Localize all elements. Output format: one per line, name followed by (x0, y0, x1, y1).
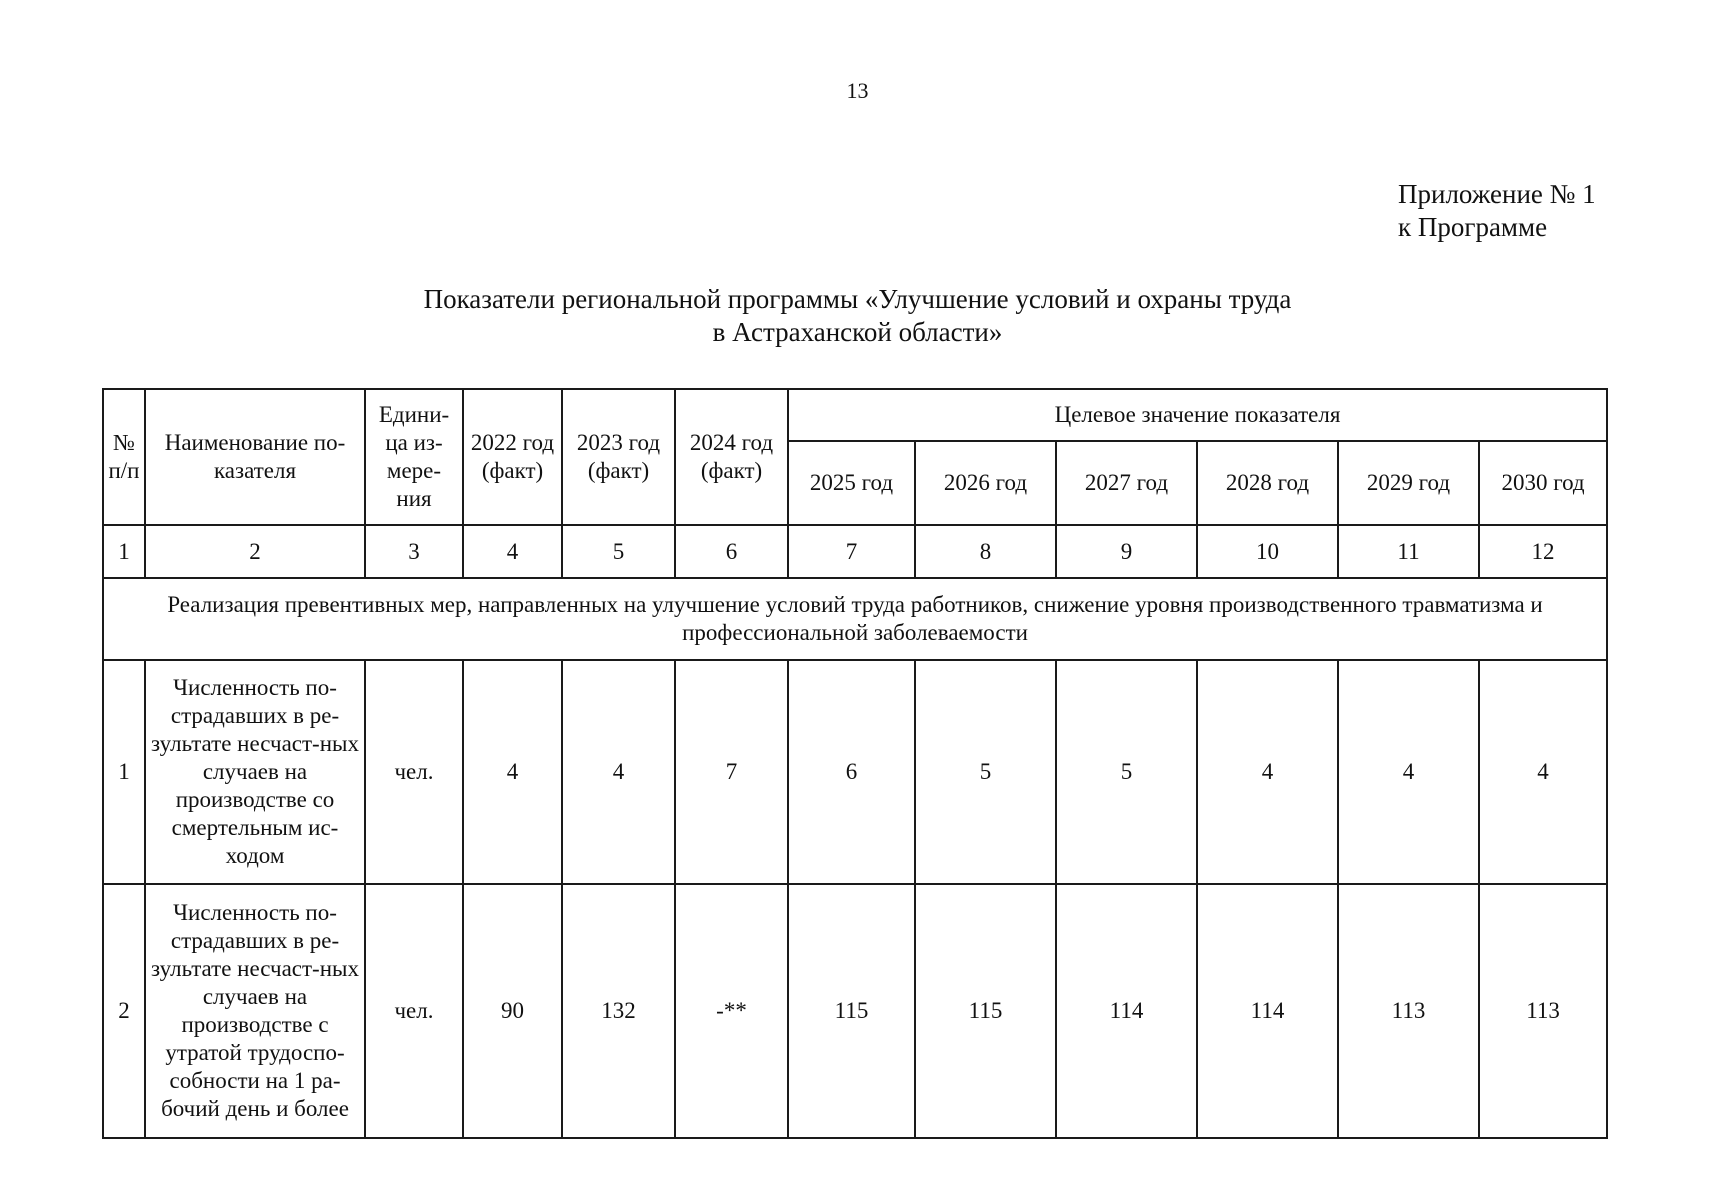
row-target-2025: 6 (788, 660, 915, 884)
row-unit: чел. (365, 884, 463, 1138)
column-index: 3 (365, 525, 463, 578)
column-index: 10 (1197, 525, 1338, 578)
header-2025: 2025 год (788, 441, 915, 525)
row-unit: чел. (365, 660, 463, 884)
header-2022: 2022 год (факт) (463, 389, 562, 525)
row-target-2029: 113 (1338, 884, 1479, 1138)
header-unit: Едини-ца из-мере-ния (365, 389, 463, 525)
header-target-group: Целевое значение показателя (788, 389, 1607, 441)
column-index: 2 (145, 525, 365, 578)
column-index: 8 (915, 525, 1056, 578)
row-target-2030: 113 (1479, 884, 1607, 1138)
row-value-2022: 4 (463, 660, 562, 884)
column-index: 4 (463, 525, 562, 578)
table-row (103, 660, 1607, 884)
row-num: 2 (103, 884, 145, 1138)
row-target-2026: 5 (915, 660, 1056, 884)
row-value-2024: -** (675, 884, 788, 1138)
row-target-2028: 4 (1197, 660, 1338, 884)
header-name: Наименование по-казателя (145, 389, 365, 525)
header-2023: 2023 год (факт) (562, 389, 675, 525)
section-row (103, 578, 1607, 660)
indicators-table (102, 388, 1608, 1139)
row-name: Численность по-страдавших в ре-зультате несчаст-ных случаев на производстве со смертельным ис-ходом (145, 660, 365, 884)
row-value-2024: 7 (675, 660, 788, 884)
table-row (103, 884, 1607, 1138)
column-index: 6 (675, 525, 788, 578)
row-value-2023: 4 (562, 660, 675, 884)
row-target-2026: 115 (915, 884, 1056, 1138)
row-target-2027: 5 (1056, 660, 1197, 884)
header-row (103, 389, 1607, 441)
row-target-2028: 114 (1197, 884, 1338, 1138)
header-2030: 2030 год (1479, 441, 1607, 525)
row-name: Численность по-страдавших в ре-зультате несчаст-ных случаев на производстве с утратой трудоспо-собности на 1 ра-бочий день и более (145, 884, 365, 1138)
column-index-row (103, 525, 1607, 578)
row-target-2027: 114 (1056, 884, 1197, 1138)
document-title (0, 283, 1715, 349)
header-num: № п/п (103, 389, 145, 525)
column-index: 9 (1056, 525, 1197, 578)
document-title-line-2: в Астраханской области» (712, 317, 1003, 347)
header-2024: 2024 год (факт) (675, 389, 788, 525)
row-num: 1 (103, 660, 145, 884)
row-target-2025: 115 (788, 884, 915, 1138)
column-index: 12 (1479, 525, 1607, 578)
header-2026: 2026 год (915, 441, 1056, 525)
header-2029: 2029 год (1338, 441, 1479, 525)
row-target-2029: 4 (1338, 660, 1479, 884)
column-index: 11 (1338, 525, 1479, 578)
column-index: 1 (103, 525, 145, 578)
column-index: 5 (562, 525, 675, 578)
appendix-line-2: к Программе (1398, 212, 1548, 242)
section-title: Реализация превентивных мер, направленных на улучшение условий труда работников, снижение уровня производственного травматизма и профессиональной заболеваемости (103, 578, 1607, 660)
row-value-2022: 90 (463, 884, 562, 1138)
header-2028: 2028 год (1197, 441, 1338, 525)
header-2027: 2027 год (1056, 441, 1197, 525)
row-value-2023: 132 (562, 884, 675, 1138)
page-number: 13 (846, 78, 869, 103)
column-index: 7 (788, 525, 915, 578)
document-title-line-1: Показатели региональной программы «Улучшение условий и охраны труда (423, 284, 1292, 314)
appendix-line-1: Приложение № 1 (1398, 179, 1596, 209)
appendix-label (1398, 178, 1596, 244)
row-target-2030: 4 (1479, 660, 1607, 884)
